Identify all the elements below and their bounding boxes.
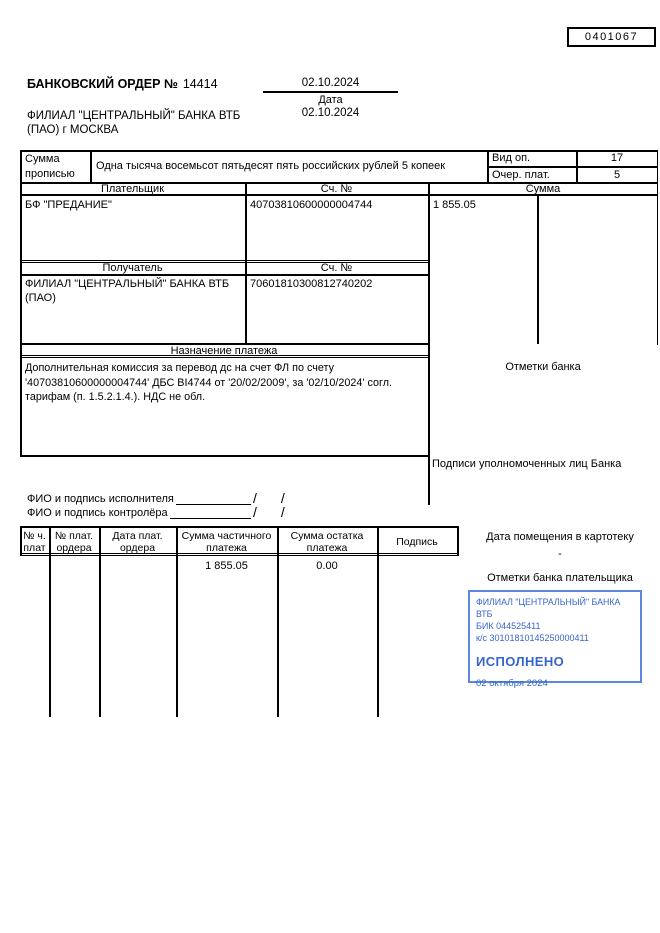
- header-line: платежа: [306, 542, 348, 554]
- issuing-bank-line1: ФИЛИАЛ "ЦЕНТРАЛЬНЫЙ" БАНКА ВТБ: [27, 110, 241, 122]
- partial-amount-value: 1 855.05: [205, 560, 248, 572]
- stamp-date: 02 октября 2024: [476, 678, 548, 689]
- amount-words-label: [25, 152, 87, 181]
- purpose-text-line3: тарифам (п. 1.5.2.1.4.). НДС не обл.: [25, 391, 206, 403]
- slash-mark: /: [253, 490, 257, 506]
- header-line: ордера: [119, 542, 156, 554]
- issuing-bank-name: [27, 110, 277, 137]
- signature-line: [176, 493, 251, 505]
- purpose-text-line2: '40703810600000004744' ДБС BI4744 от '20/02/2009', за '02/10/2024' согл.: [25, 376, 393, 389]
- payment-priority-value: 5: [613, 168, 621, 181]
- payee-account-column-header: Сч. №: [320, 262, 353, 274]
- date-value-top: 02.10.2024: [263, 77, 398, 93]
- payee-name: [25, 278, 240, 305]
- divider-line: [90, 150, 92, 182]
- date-caption: Дата: [318, 94, 343, 106]
- remainder-amount-value: 0.00: [316, 560, 338, 572]
- account-column-header: Сч. №: [320, 183, 353, 195]
- payee-name-line1: ФИЛИАЛ "ЦЕНТРАЛЬНЫЙ" БАНКА ВТБ: [25, 278, 230, 290]
- divider-line: [20, 274, 428, 276]
- issuing-bank-line2: (ПАО) г МОСКВА: [27, 123, 119, 136]
- amount-words-label-line2: прописью: [25, 167, 75, 180]
- divider-line: [428, 182, 430, 505]
- bank-marks-label: Отметки банка: [505, 361, 581, 373]
- header-line: № ч.: [23, 529, 46, 542]
- purpose-text: [25, 361, 427, 405]
- divider-line: [457, 526, 459, 556]
- controller-signature-row: [27, 503, 285, 520]
- date-value-bottom: 02.10.2024: [301, 107, 360, 119]
- header-line: Сумма частичного: [181, 529, 272, 542]
- stamp-status: ИСПОЛНЕНО: [476, 654, 565, 669]
- stamp-corr-account: к/с 30101810145250000411: [476, 633, 589, 643]
- purpose-text-line1: Дополнительная комиссия за перевод дс на счет ФЛ по счету: [25, 362, 334, 374]
- stamp-bank-name: ФИЛИАЛ "ЦЕНТРАЛЬНЫЙ" БАНКА ВТБ: [476, 597, 621, 619]
- payment-amount: 1 855.05: [433, 199, 476, 211]
- operation-type-value: 17: [610, 152, 624, 164]
- date-block: [263, 77, 398, 119]
- divider-line: [20, 455, 428, 457]
- controller-signature-label: ФИО и подпись контролёра: [27, 506, 168, 519]
- slash-mark: /: [253, 503, 257, 520]
- operation-type-label: Вид оп.: [492, 152, 531, 164]
- card-file-label: Дата помещения в картотеку: [486, 531, 634, 543]
- bank-stamp: [468, 590, 642, 689]
- signature-line: [170, 507, 251, 519]
- payee-account-number: 70601810300812740202: [250, 278, 373, 290]
- slash-mark: /: [280, 490, 285, 506]
- header-line: Сумма остатка: [290, 529, 364, 542]
- payer-column-header: Плательщик: [100, 183, 165, 195]
- divider-line: [487, 150, 489, 182]
- signature-column-header: [377, 529, 457, 555]
- payee-column-header: Получатель: [102, 262, 163, 274]
- payer-account-number: 40703810600000004744: [250, 199, 373, 211]
- document-title: [27, 77, 218, 91]
- header-line: № плат.: [54, 529, 94, 542]
- order-date-header: [99, 529, 176, 555]
- payer-name: БФ "ПРЕДАНИЕ": [25, 199, 112, 211]
- order-number-header: [49, 529, 99, 555]
- authorized-signatures-label: Подписи уполномоченных лиц Банка: [432, 458, 622, 470]
- header-line: ордера: [56, 542, 92, 554]
- divider-line: [20, 150, 22, 457]
- remainder-amount-header: [277, 529, 377, 555]
- executor-signature-row: [27, 492, 285, 505]
- slash-mark: /: [280, 503, 285, 520]
- payee-name-line2: (ПАО): [25, 291, 56, 304]
- order-number: 14414: [182, 77, 218, 91]
- form-code-box: 0401067: [567, 27, 656, 47]
- payer-bank-marks-label: Отметки банка плательщика: [487, 572, 633, 584]
- sum-column-header: Сумма: [525, 183, 561, 195]
- header-line: плат: [23, 542, 46, 554]
- card-file-value: -: [558, 548, 562, 560]
- amount-in-words: Одна тысяча восемьсот пятьдесят пять российских рублей 5 копеек: [96, 160, 446, 172]
- header-line: Подпись: [396, 535, 438, 548]
- document-title-label: БАНКОВСКИЙ ОРДЕР №: [27, 77, 178, 91]
- partial-number-header: [20, 529, 49, 555]
- partial-amount-header: [176, 529, 277, 555]
- amount-words-label-line1: Сумма: [25, 153, 60, 165]
- header-line: платежа: [206, 542, 247, 554]
- divider-line: [20, 526, 457, 528]
- executor-signature-label: ФИО и подпись исполнителя: [27, 493, 174, 505]
- divider-line: [487, 166, 658, 168]
- header-line: Дата плат.: [112, 529, 163, 542]
- stamp-bik: БИК 044525411: [476, 621, 541, 631]
- divider-line: [537, 194, 539, 344]
- purpose-header: Назначение платежа: [170, 344, 278, 357]
- payment-priority-label: Очер. плат.: [492, 168, 550, 181]
